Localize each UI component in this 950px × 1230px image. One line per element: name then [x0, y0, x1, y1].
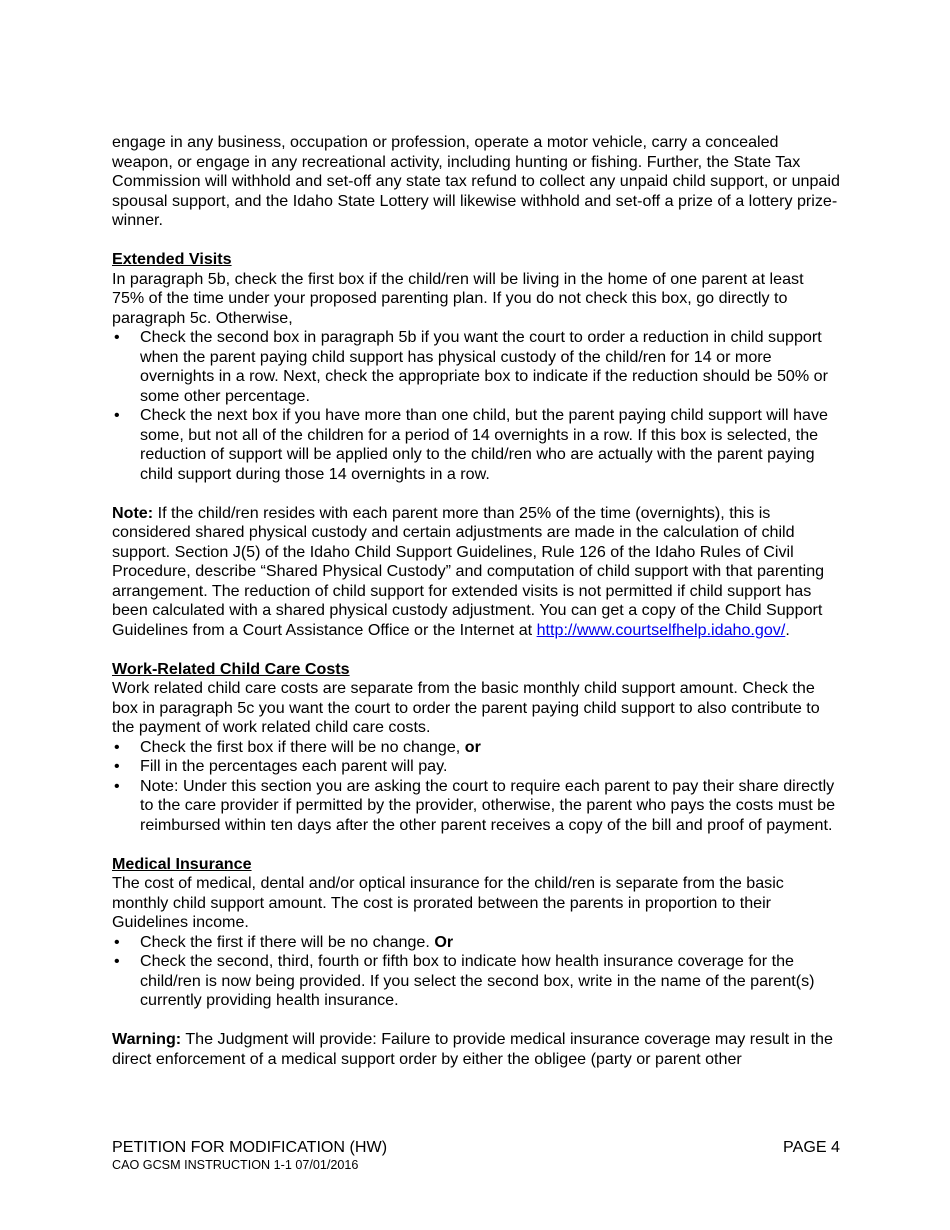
list-item: • Check the second, third, fourth or fifth box to indicate how health insurance coverage for the child/ren is now being provided. If you select the second box, write in the name of the parent(s) currently providing health insurance. [112, 952, 840, 1011]
page-footer [112, 1138, 840, 1173]
bullet-bold: Or [434, 932, 454, 951]
footer-subtitle: CAO GCSM INSTRUCTION 1-1 07/01/2016 [112, 1158, 359, 1172]
medical-list [112, 933, 840, 1011]
note-label: Note: [112, 503, 154, 522]
footer-title: PETITION FOR MODIFICATION (HW) [112, 1138, 388, 1156]
footer-row [112, 1138, 840, 1157]
note-text: If the child/ren resides with each parent more than 25% of the time (overnights), this is considered shared physical custody and certain adjustments are made in the calculation of child support. Section J(5) of the Idaho Child Support Guidelines, Rule 126 of the Idaho Rules of Civil Procedure, describe “Shared Physical Custody” and computation of child support with that parenting arrangement. The reduction of child support for extended visits is not permitted if child support has been calculated with a shared physical custody adjustment. You can get a copy of the Child Support Guidelines from a Court Assistance Office or the Internet at [112, 503, 825, 639]
warning-paragraph [112, 1030, 840, 1069]
bullet-text: Check the first if there will be no change. [140, 932, 435, 951]
list-item [112, 738, 840, 758]
extended-visits-heading: Extended Visits [112, 250, 232, 268]
extended-visits-list [112, 328, 840, 484]
note-period: . [785, 620, 790, 639]
list-item: • Check the second box in paragraph 5b if you want the court to order a reduction in child support when the parent paying child support has physical custody of the child/ren for 14 or more overnights in a row. Next, check the appropriate box to indicate if the reduction should be 50% or some other percentage. [112, 328, 840, 406]
medical-heading: Medical Insurance [112, 854, 252, 873]
courtselfhelp-link[interactable]: http://www.courtselfhelp.idaho.gov/ [536, 620, 786, 639]
list-item: • Check the next box if you have more than one child, but the parent paying child support will have some, but not all of the children for a period of 14 overnights in a row. If this box is selected, the reduction of support will be applied only to the child/ren who are actually with the parent paying child support during those 14 overnights in a row. [112, 406, 840, 484]
bullet-bold: or [464, 737, 481, 756]
extended-visits-paragraph: In paragraph 5b, check the first box if the child/ren will be living in the home of one parent at least 75% of the time under your proposed parenting plan. If you do not check this box, go directly to paragraph 5c. Otherwise, [112, 269, 804, 327]
bullet-text: Check the first box if there will be no change, [140, 737, 465, 756]
list-item: • Fill in the percentages each parent will pay. [112, 757, 840, 777]
document-body [112, 133, 840, 1069]
note-paragraph [112, 504, 840, 641]
list-item [112, 933, 840, 953]
child-care-list [112, 738, 840, 836]
intro-paragraph: engage in any business, occupation or profession, operate a motor vehicle, carry a concealed weapon, or engage in any recreational activity, including hunting or fishing. Further, the State Tax Commission will withhold and set-off any state tax refund to collect any unpaid child support, or unpaid spousal support, and the Idaho State Lottery will likewise withhold and set-off a prize of a lottery prize-winner. [112, 133, 840, 229]
child-care-paragraph: Work related child care costs are separate from the basic monthly child support amount. Check the box in paragraph 5c you want the court to order the parent paying child support to also contribute to the payment of work related child care costs. [112, 679, 820, 736]
medical-paragraph: The cost of medical, dental and/or optical insurance for the child/ren is separate from the basic monthly child support amount. The cost is prorated between the parents in proportion to their Guidelines income. [112, 874, 784, 931]
child-care-heading: Work-Related Child Care Costs [112, 659, 350, 678]
page-number: PAGE 4 [783, 1138, 840, 1156]
list-item: • Note: Under this section you are asking the court to require each parent to pay their share directly to the care provider if permitted by the provider, otherwise, the parent who pays the costs must be reimbursed within ten days after the other parent receives a copy of the bill and proof of payment. [112, 777, 840, 836]
warning-label: Warning: [112, 1030, 182, 1048]
warning-text: The Judgment will provide: Failure to provide medical insurance coverage may result in the direct enforcement of a medical support order by either the obligee (party or parent other [112, 1030, 833, 1068]
